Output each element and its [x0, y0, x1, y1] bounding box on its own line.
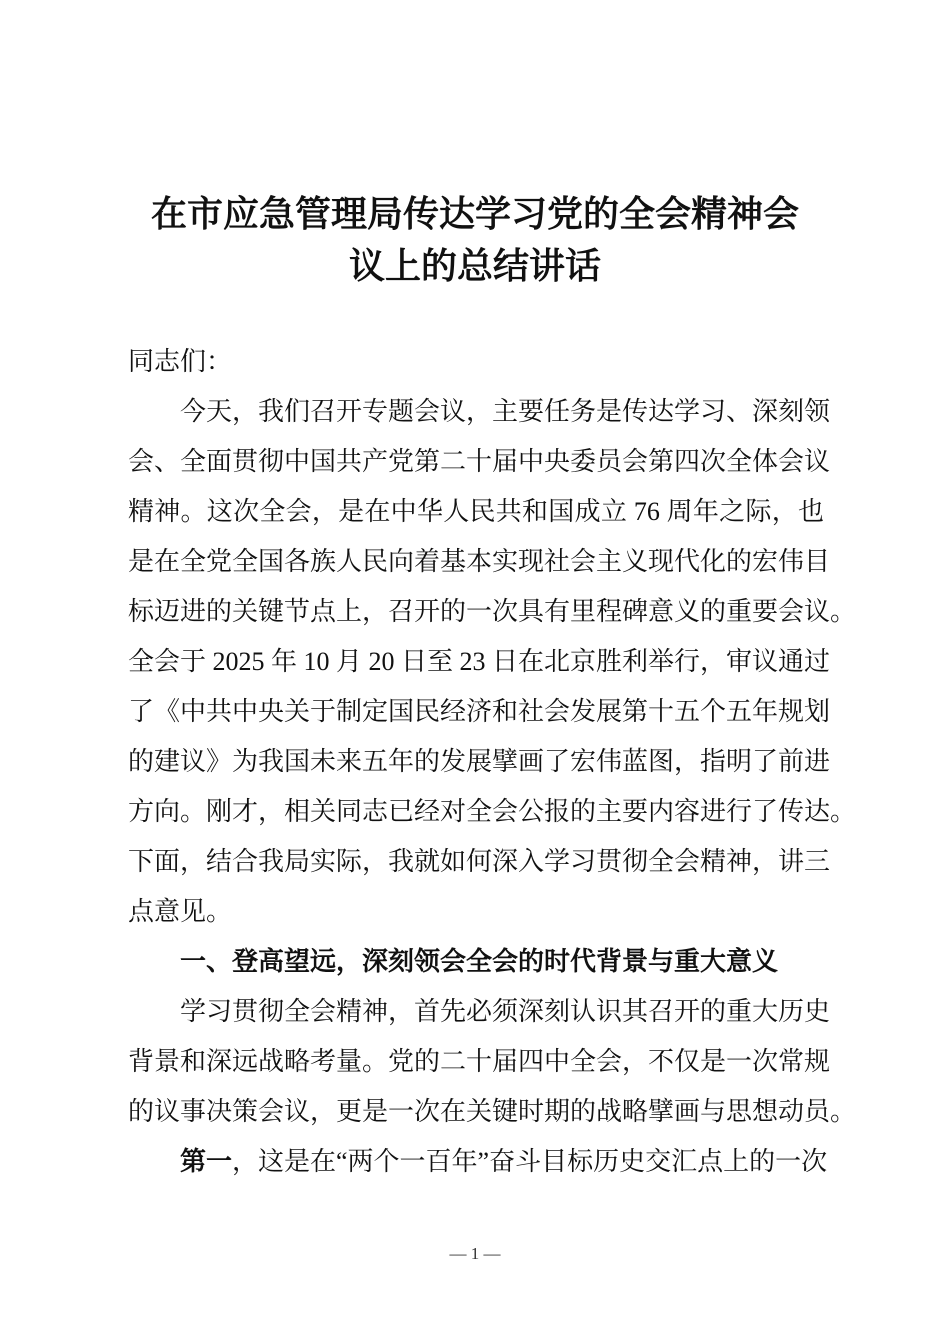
paragraph-intro [128, 387, 857, 937]
text-line: 了《中共中央关于制定国民经济和社会发展第十五个五年规划 [128, 697, 831, 726]
text-line: 是在全党全国各族人民向着基本实现社会主义现代化的宏伟目 [128, 547, 831, 576]
text-line: 背景和深远战略考量。党的二十届四中全会，不仅是一次常规 [128, 1047, 831, 1076]
section-heading-1: 一、登高望远，深刻领会全会的时代背景与重大意义 [180, 947, 779, 976]
text-line: 方向。刚才，相关同志已经对全会公报的主要内容进行了传达。 [128, 797, 857, 826]
paragraph-first-point [128, 1137, 828, 1187]
point-lead: 第一 [180, 1147, 233, 1176]
title-line-2: 议上的总结讲话 [348, 246, 601, 286]
title-line-1: 在市应急管理局传达学习党的全会精神会 [150, 194, 799, 234]
text-line: 的建议》为我国未来五年的发展擘画了宏伟蓝图，指明了前进 [128, 747, 831, 776]
text-line: 下面，结合我局实际，我就如何深入学习贯彻全会精神，讲三 [128, 847, 831, 876]
text-line: 今天，我们召开专题会议，主要任务是传达学习、深刻领 [180, 397, 831, 426]
text-line: 会、全面贯彻中国共产党第二十届中央委员会第四次全体会议 [128, 447, 831, 476]
text-line: 全会于 2025 年 10 月 20 日至 23 日在北京胜利举行，审议通过 [128, 647, 831, 676]
document-title [100, 188, 850, 292]
text-line: 精神。这次全会，是在中华人民共和国成立 76 周年之际，也 [128, 497, 824, 526]
salutation: 同志们： [128, 347, 233, 376]
text-line: 点意见。 [128, 897, 233, 926]
paragraph-section-1 [128, 987, 857, 1137]
point-text: ，这是在“两个一百年”奋斗目标历史交汇点上的一次 [232, 1147, 828, 1176]
text-line: 的议事决策会议，更是一次在关键时期的战略擘画与思想动员。 [128, 1097, 857, 1126]
page-number: — 1 — [449, 1244, 501, 1263]
text-line: 学习贯彻全会精神，首先必须深刻认识其召开的重大历史 [180, 997, 831, 1026]
document-body [128, 337, 857, 1187]
text-line: 标迈进的关键节点上，召开的一次具有里程碑意义的重要会议。 [128, 597, 857, 626]
